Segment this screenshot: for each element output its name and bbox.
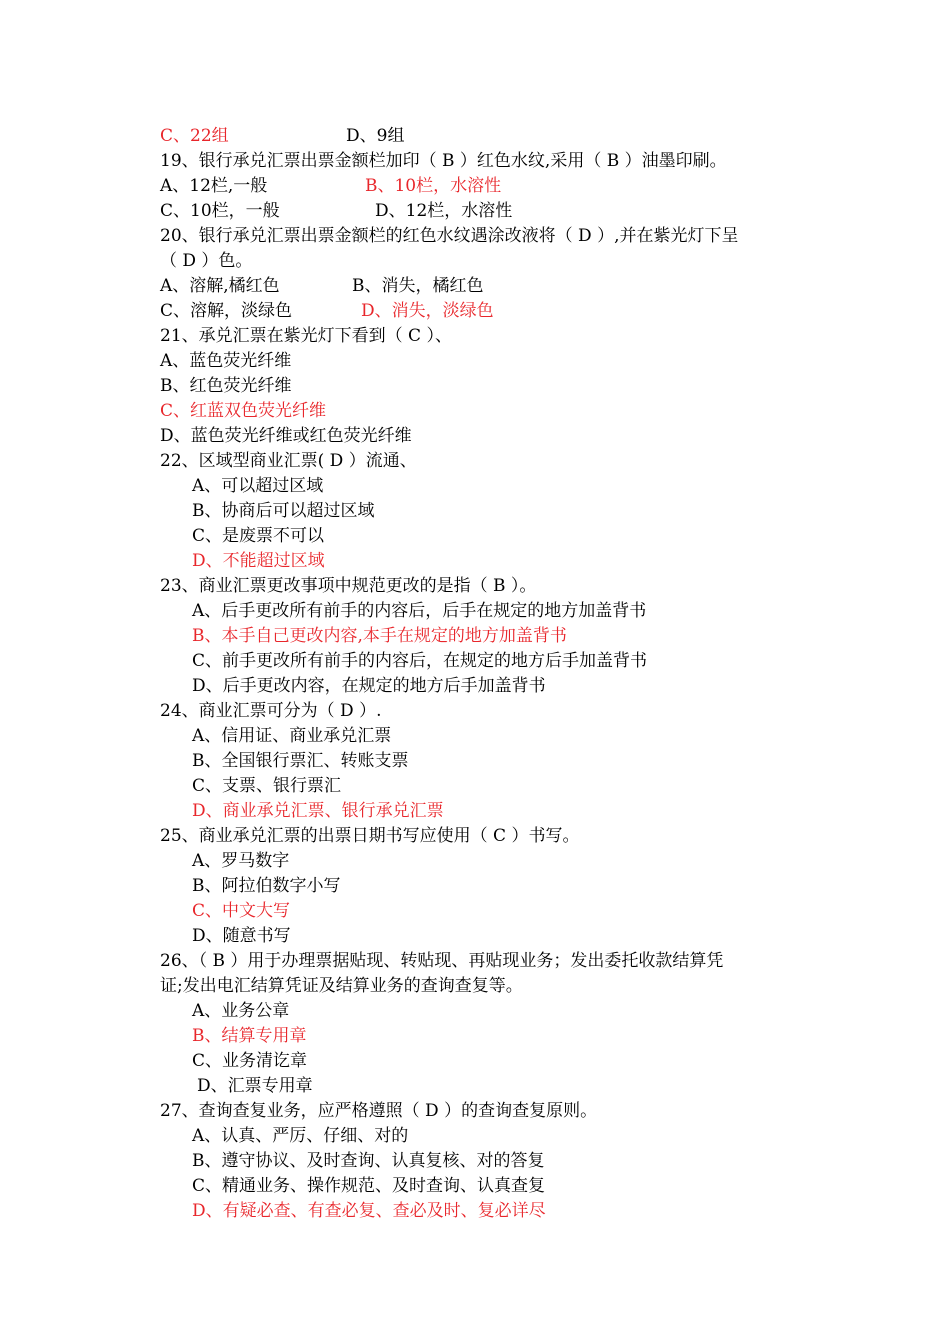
q24-option-a: A、信用证、商业承兑汇票 [192,726,392,746]
q26-option-a: A、业务公章 [192,1001,290,1021]
q26-option-c: C、业务清讫章 [192,1051,308,1071]
q20-option-c: C、溶解，淡绿色 [160,301,293,321]
q24-option-c: C、支票、银行票汇 [192,776,342,796]
q19-option-b: B、10栏，水溶性 [365,176,502,196]
q23-option-c: C、前手更改所有前手的内容后，在规定的地方后手加盖背书 [192,651,648,671]
q23-option-a: A、后手更改所有前手的内容后，后手在规定的地方加盖背书 [192,601,647,621]
q20-question-line1: 20、银行承兑汇票出票金额栏的红色水纹遇涂改液将（ D ）,并在紫光灯下呈 [160,226,739,246]
q27-option-d: D、有疑必查、有查必复、查必及时、复必详尽 [192,1201,546,1221]
q20-option-b: B、消失，橘红色 [352,276,484,296]
q20-option-d: D、消失，淡绿色 [361,301,494,321]
q22-question: 22、区域型商业汇票( D ）流通、 [160,451,417,471]
q22-option-d: D、不能超过区域 [192,551,325,571]
q21-option-b: B、红色荧光纤维 [160,376,292,396]
q25-option-c: C、中文大写 [192,901,291,921]
q26-question-line1: 26、（ B ）用于办理票据贴现、转贴现、再贴现业务；发出委托收款结算凭 [160,951,724,971]
q21-option-d: D、蓝色荧光纤维或红色荧光纤维 [160,426,412,446]
q21-option-a: A、蓝色荧光纤维 [160,351,292,371]
q21-option-c: C、红蓝双色荧光纤维 [160,401,327,421]
q23-option-b: B、本手自己更改内容,本手在规定的地方加盖背书 [192,626,567,646]
q18-option-c: C、22组 [160,126,229,146]
q27-option-a: A、认真、严厉、仔细、对的 [192,1126,409,1146]
q24-option-d: D、商业承兑汇票、银行承兑汇票 [192,801,444,821]
q25-option-d: D、随意书写 [192,926,291,946]
q25-option-a: A、罗马数字 [192,851,290,871]
q20-question-line2: （ D ）色。 [160,251,253,271]
q25-option-b: B、阿拉伯数字小写 [192,876,341,896]
q24-option-b: B、全国银行票汇、转账支票 [192,751,409,771]
q21-question: 21、承兑汇票在紫光灯下看到（ C ）、 [160,326,452,346]
q27-option-b: B、遵守协议、及时查询、认真复核、对的答复 [192,1151,545,1171]
q24-question: 24、商业汇票可分为（ D ）. [160,701,382,721]
q26-option-d: D、汇票专用章 [197,1076,313,1096]
q19-option-c: C、10栏，一般 [160,201,280,221]
q27-question: 27、查询查复业务，应严格遵照（ D ）的查询查复原则。 [160,1101,598,1121]
q26-question-line2: 证;发出电汇结算凭证及结算业务的查询查复等。 [160,976,523,996]
q23-question: 23、商业汇票更改事项中规范更改的是指（ B ）。 [160,576,537,596]
q19-option-a: A、12栏,一般 [160,176,268,196]
q22-option-c: C、是废票不可以 [192,526,325,546]
q22-option-b: B、协商后可以超过区域 [192,501,375,521]
q20-option-a: A、溶解,橘红色 [160,276,280,296]
q27-option-c: C、精通业务、操作规范、及时查询、认真查复 [192,1176,546,1196]
q25-question: 25、商业承兑汇票的出票日期书写应使用（ C ）书写。 [160,826,580,846]
q19-question: 19、银行承兑汇票出票金额栏加印（ B ）红色水纹,采用（ B ）油墨印刷。 [160,151,727,171]
q23-option-d: D、后手更改内容，在规定的地方后手加盖背书 [192,676,546,696]
q18-option-d: D、9组 [346,126,405,146]
q22-option-a: A、可以超过区域 [192,476,324,496]
q19-option-d: D、12栏，水溶性 [375,201,513,221]
q26-option-b: B、结算专用章 [192,1026,307,1046]
